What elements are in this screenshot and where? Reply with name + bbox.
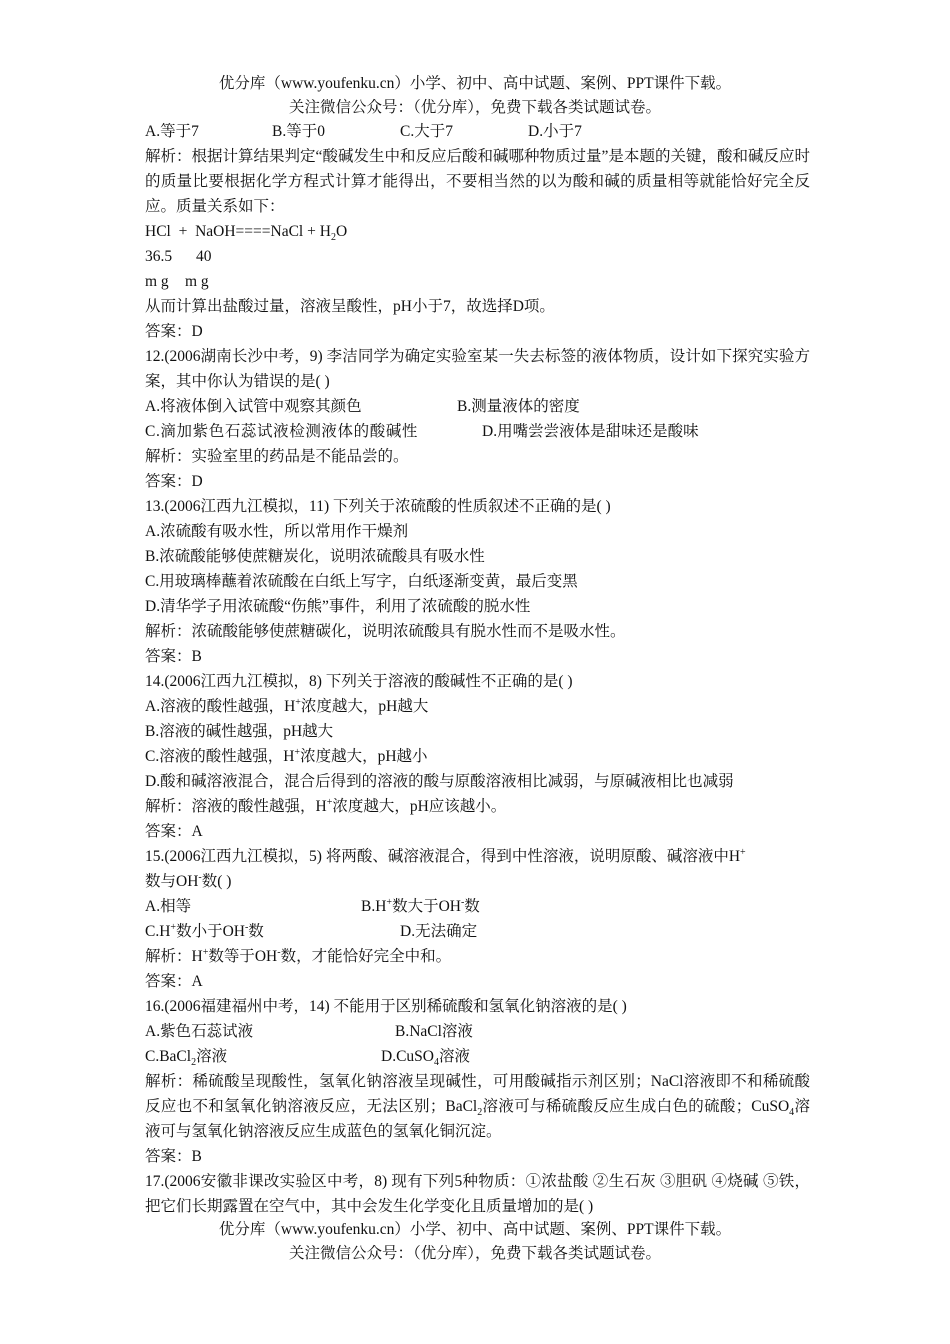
footer-line-2: 关注微信公众号：（优分库），免费下载各类试题试卷。 [288, 1245, 661, 1262]
subscript-2: 2 [191, 1057, 197, 1069]
superscript-plus: + [202, 946, 209, 958]
q14-option-a-text-2: 浓度越大，pH越大 [300, 698, 429, 715]
q15-stem-text-3: 数( ) [201, 873, 232, 890]
q16-analysis [145, 1069, 810, 1144]
q16-analysis-text-3: 溶液可与氢氧化钠溶液反应生成蓝色的氢氧化铜沉淀。 [145, 1098, 810, 1140]
q15-analysis [145, 944, 810, 969]
q13-option-b: B.浓硫酸能够使蔗糖炭化，说明浓硫酸具有吸水性 [145, 548, 485, 565]
q16-stem: 16.(2006福建福州中考，14) 不能用于区别稀硫酸和氢氧化钠溶液的是( ) [145, 998, 627, 1015]
q15-stem-line-2 [145, 869, 810, 894]
q15-analysis-text-2: 数等于OH [208, 948, 278, 965]
q15-answer: 答案：A [145, 973, 203, 990]
ratio-naoh-grams: m g [185, 273, 209, 290]
subscript-2: 2 [477, 1107, 483, 1119]
superscript-minus: - [277, 946, 281, 958]
superscript-plus: + [294, 746, 301, 758]
q14-stem: 14.(2006江西九江模拟，8) 下列关于溶液的酸碱性不正确的是( ) [145, 673, 573, 690]
equation-naoh: NaOH====NaCl + H [195, 223, 331, 240]
q16-options-row-2 [145, 1044, 810, 1069]
q12-analysis: 解析：实验室里的药品是不能品尝的。 [145, 448, 409, 465]
q14-answer: 答案：A [145, 823, 203, 840]
equation-subscript: 2 [330, 232, 336, 244]
q13-stem: 13.(2006江西九江模拟，11) 下列关于浓硫酸的性质叙述不正确的是( ) [145, 498, 611, 515]
q12-answer: 答案：D [145, 473, 203, 490]
q14-option-a-text: A.溶液的酸性越强，H [145, 698, 296, 715]
q13-analysis: 解析：浓硫酸能够使蔗糖碳化，说明浓硫酸具有脱水性而不是吸水性。 [145, 623, 626, 640]
q14-option-c [145, 744, 810, 769]
q16-option-c-text: C.BaCl [145, 1048, 192, 1065]
q15-option-b-text-3: 数 [464, 898, 480, 915]
q15-stem-text: 15.(2006江西九江模拟，5) 将两酸、碱溶液混合，得到中性溶液，说明原酸、碱溶液中H [145, 848, 741, 865]
ratio-hcl-grams: m g [145, 273, 169, 290]
q14-analysis [145, 794, 810, 819]
q11-conclusion: 从而计算出盐酸过量，溶液呈酸性，pH小于7，故选择D项。 [145, 298, 555, 315]
footer-line-1: 优分库（www.youfenku.cn）小学、初中、高中试题、案例、PPT课件下载。 [218, 1221, 732, 1238]
q16-options-row-1 [145, 1019, 810, 1044]
superscript-minus: - [198, 871, 202, 883]
q12-option-a: A.将液体倒入试管中观察其颜色 [145, 398, 362, 415]
q14-option-c-text-2: 浓度越大，pH越小 [300, 748, 428, 765]
q11-option-a: A.等于7 [145, 123, 199, 140]
q16-option-b: B.NaCl溶液 [395, 1023, 473, 1040]
q12-options-row-1 [145, 394, 810, 419]
header-line-2: 关注微信公众号：（优分库），免费下载各类试题试卷。 [288, 99, 661, 116]
q11-ratio-masses [145, 244, 810, 269]
q11-options [145, 119, 810, 144]
superscript-plus: + [170, 921, 177, 933]
q11-option-b: B.等于0 [272, 123, 325, 140]
superscript-minus: - [244, 921, 249, 933]
q12-option-c: C.滴加紫色石蕊试液检测液体的酸碱性 [145, 423, 419, 440]
q15-option-c-text: C.H [145, 923, 171, 940]
q11-analysis: 解析：根据计算结果判定“酸碱发生中和反应后酸和碱哪种物质过量”是本题的关键，酸和碱反应时的质量比要根据化学方程式计算才能得出，不要相当然的以为酸和碱的质量相等就能恰好完全反应。质量关系如下： [145, 148, 810, 215]
q11-option-c: C.大于7 [400, 123, 453, 140]
header-line-1: 优分库（www.youfenku.cn）小学、初中、高中试题、案例、PPT课件下载。 [218, 75, 732, 92]
q15-stem-line-1 [145, 844, 810, 869]
page-header [0, 72, 950, 120]
q15-option-d: D.无法确定 [400, 923, 478, 940]
ratio-naoh-mass: 40 [196, 248, 212, 265]
q15-option-c [145, 919, 400, 944]
q12-options-row-2 [145, 419, 810, 444]
q15-analysis-text: 解析：H [145, 948, 203, 965]
q11-option-d: D.小于7 [528, 123, 582, 140]
q14-analysis-text: 解析：溶液的酸性越强，H [145, 798, 327, 815]
ratio-hcl-mass: 36.5 [145, 248, 173, 265]
q11-ratio-grams [145, 269, 810, 294]
q15-options-row-2 [145, 919, 810, 944]
q14-option-d: D.酸和碱溶液混合，混合后得到的溶液的酸与原酸溶液相比减弱，与原碱液相比也减弱 [145, 773, 734, 790]
q16-option-c [145, 1044, 381, 1069]
q11-answer: 答案：D [145, 323, 203, 340]
q15-option-b [361, 894, 480, 919]
q16-answer: 答案：B [145, 1148, 202, 1165]
q15-option-c-text-2: 数小于OH [176, 923, 245, 940]
q15-option-b-text-2: 数大于OH [392, 898, 461, 915]
q14-option-c-text: C.溶液的酸性越强，H [145, 748, 295, 765]
superscript-plus: + [386, 896, 393, 908]
q16-analysis-text: 解析：稀硫酸呈现酸性，氢氧化钠溶液呈现碱性，可用酸碱指示剂区别；NaCl溶液即不和稀硫酸反应也不和氢氧化钠溶液反应，无法区别；BaCl [145, 1073, 810, 1115]
q11-equation [145, 219, 810, 244]
page-footer [0, 1218, 950, 1266]
q13-answer: 答案：B [145, 648, 202, 665]
q15-option-c-text-3: 数 [248, 923, 264, 940]
q15-options-row-1 [145, 894, 810, 919]
q12-option-b: B.测量液体的密度 [457, 398, 580, 415]
q13-option-d: D.清华学子用浓硫酸“伤熊”事件，利用了浓硫酸的脱水性 [145, 598, 531, 615]
superscript-plus: + [295, 696, 301, 708]
q14-analysis-text-2: 浓度越大，pH应该越小。 [332, 798, 507, 815]
equation-o: O [335, 223, 348, 240]
equation-hcl: HCl [145, 223, 171, 240]
q12-stem: 12.(2006湖南长沙中考，9) 李洁同学为确定实验室某一失去标签的液体物质，设计如下探究实验方案，其中你认为错误的是( ) [145, 348, 810, 390]
q16-option-d-text-2: 溶液 [438, 1048, 470, 1065]
q13-option-a: A.浓硫酸有吸水性，所以常用作干燥剂 [145, 523, 409, 540]
q15-analysis-text-3: 数，才能恰好完全中和。 [280, 948, 452, 965]
q17-stem: 17.(2006安徽非课改实验区中考，8) 现有下列5种物质：①浓盐酸 ②生石灰 ③胆矾 ④烧碱 ⑤铁，把它们长期露置在空气中，其中会发生化学变化且质量增加的是( ) [145, 1173, 810, 1215]
document-body [145, 119, 810, 1219]
superscript-plus: + [326, 796, 333, 808]
q15-stem-text-2: 数与OH [145, 873, 199, 890]
subscript-4: 4 [789, 1107, 795, 1119]
q15-option-b-text: B.H [361, 898, 387, 915]
q15-option-a: A.相等 [145, 898, 192, 915]
q14-option-a [145, 694, 810, 719]
superscript-minus: - [460, 896, 465, 908]
q16-option-d-text: D.CuSO [381, 1048, 434, 1065]
q16-option-c-text-2: 溶液 [196, 1048, 228, 1065]
q16-analysis-text-2: 溶液可与稀硫酸反应生成白色的硫酸；CuSO [482, 1098, 790, 1115]
q12-option-d: D.用嘴尝尝液体是甜味还是酸味 [482, 423, 699, 440]
equation-plus: + [178, 223, 188, 240]
q14-option-b: B.溶液的碱性越强，pH越大 [145, 723, 334, 740]
q13-option-c: C.用玻璃棒蘸着浓硫酸在白纸上写字，白纸逐渐变黄，最后变黑 [145, 573, 578, 590]
superscript-plus: + [740, 846, 746, 858]
q16-option-d [381, 1044, 470, 1069]
subscript-4: 4 [433, 1057, 439, 1069]
q16-option-a: A.紫色石蕊试液 [145, 1023, 254, 1040]
